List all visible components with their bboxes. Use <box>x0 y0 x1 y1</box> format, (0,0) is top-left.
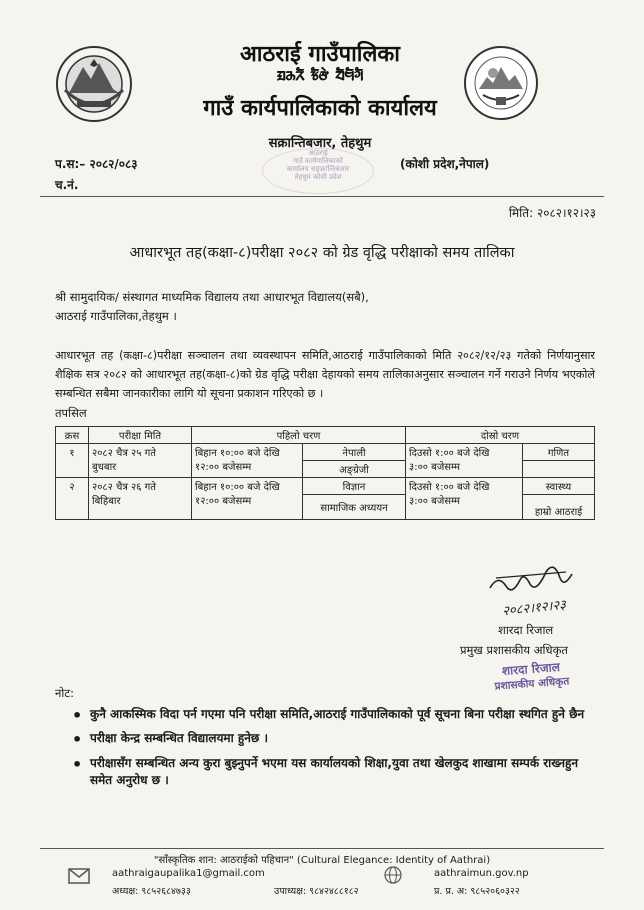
mail-icon <box>68 868 90 888</box>
list-item: • परीक्षा केन्द्र सम्बन्धित विद्यालयमा हुनेछ । <box>72 730 592 747</box>
footer-divider <box>40 848 604 849</box>
name-stamp-designation: प्रशासकीय अधिकृत <box>494 675 570 693</box>
body-text: आधारभूत तह (कक्षा-८)परीक्षा सञ्चालन तथा व्यवस्थापन समिति,आठराई गाउँपालिकाको मिति २०८२/१२/२३ गतेको निर्णयानुसार शैक्षिक सत्र २०८२ को आधारभूत तह(कक्षा-८)को ग्रेड वृद्धि परीक्षा देहायको समय तालिकाअनुसार सञ्चालन गर्ने गराउने निर्णय भएकोले सम्बन्धित सबैमा जानकारीका लागि यो सूचना प्रकाशन गरिएको छ । <box>55 349 595 400</box>
stamp-line-3a: कार्यालय <box>286 165 309 173</box>
signatory-name: शारदा रिजाल <box>498 623 554 637</box>
name-stamp <box>493 657 570 693</box>
row-1-first-subject-a: नेपाली <box>303 444 406 461</box>
row-1-second-subject-b <box>523 461 595 478</box>
header-divider <box>40 196 604 197</box>
col-header-date: परीक्षा मिति <box>89 427 192 444</box>
row-2-date-text: २०८२ चैत्र २६ गते <box>92 482 156 493</box>
table-row <box>56 444 595 461</box>
recipient-line-2: आठराई गाउँपालिका,तेहथुम । <box>55 309 177 323</box>
row-1-second-subject-a: गणित <box>523 444 595 461</box>
row-1-first-time-start: बिहान १०:०० बजे देखि <box>195 448 280 459</box>
notes-list <box>72 706 592 797</box>
row-2-sn: २ <box>56 478 89 520</box>
list-item: • कुनै आकस्मिक विदा पर्न गएमा पनि परीक्षा समिति,आठराई गाउँपालिकाको पूर्व सूचना बिना परीक्षा स्थगित हुने छैन <box>72 706 592 723</box>
notes-label: नोट: <box>55 686 75 700</box>
table-row <box>56 478 595 495</box>
signature-date: २०८२।१२।२३ <box>501 597 567 620</box>
letter-date: मिति: २०८२।१२।२३ <box>508 206 596 220</box>
row-1-first-time-end: १२:०० बजेसम्म <box>195 462 252 473</box>
office-location: सक्रान्तिबजार, तेहथुम <box>268 136 372 151</box>
tapsil-label: तपसिल <box>55 406 87 420</box>
row-2-first-time <box>192 478 303 520</box>
col-header-second: दोस्रो चरण <box>406 427 595 444</box>
row-2-first-subject-b: सामाजिक अध्ययन <box>303 495 406 520</box>
footer-slogan: "साँस्कृतिक शान: आठराईको पहिचान" (Cultural Elegance: Identity of Aathrai) <box>153 855 491 866</box>
name-stamp-name: शारदा रिजाल <box>501 660 561 679</box>
office-name: गाउँ कार्यपालिकाको कार्यालय <box>203 95 437 121</box>
col-header-sn: क्रस <box>56 427 89 444</box>
row-2-second-time-start: दिउसो १:०० बजे देखि <box>409 482 490 493</box>
row-2-date <box>89 478 192 520</box>
row-1-sn: १ <box>56 444 89 478</box>
org-name-limbu: ᤀᤌᤖᤠ ᤃᤠᤅᤧ ᤔᤠᤗᤠᤆᤠ <box>276 64 364 85</box>
office-stamp <box>262 148 374 194</box>
row-2-second-time <box>406 478 523 520</box>
footer-vice-chair: उपाध्यक्ष: ९८४२४८८१८२ <box>274 886 359 897</box>
nepal-emblem-logo <box>55 45 133 123</box>
row-1-second-time-start: दिउसो १:०० बजे देखि <box>409 448 490 459</box>
footer-cao: प्र. प्र. अ: ९८५२०६०३२२ <box>434 886 520 897</box>
stamp-line-3b: सङ्क्रान्तिबजार <box>310 165 350 173</box>
footer-website[interactable]: aathraimun.gov.np <box>434 868 529 879</box>
col-header-first: पहिलो चरण <box>192 427 406 444</box>
row-1-second-time-end: ३:०० बजेसम्म <box>409 462 461 473</box>
row-2-first-subject-a: विज्ञान <box>303 478 406 495</box>
row-1-first-time <box>192 444 303 478</box>
row-2-second-subject-a: स्वास्थ्य <box>523 478 595 495</box>
signatory-designation: प्रमुख प्रशासकीय अधिकृत <box>460 643 568 657</box>
stamp-line-4a: तेहथुम <box>294 173 311 181</box>
stamp-line-2: गाउँ कार्यपालिकाको <box>293 157 343 165</box>
row-1-first-subject-b: अङ्ग्रेजी <box>303 461 406 478</box>
row-2-first-time-end: १२:०० बजेसम्म <box>195 496 252 507</box>
footer-email[interactable]: aathraigaupalika1@gmail.com <box>112 868 265 879</box>
notice-title: आधारभूत तह(कक्षा-८)परीक्षा २०८२ को ग्रेड वृद्धि परीक्षाको समय तालिका <box>129 245 515 261</box>
row-1-date <box>89 444 192 478</box>
stamp-line-4b: कोशी प्रदेश <box>313 173 342 181</box>
table-header-row <box>56 427 595 444</box>
stamp-line-3 <box>263 165 373 173</box>
ref-number: प.स:– २०८२/०८३ <box>55 157 138 171</box>
province: (कोशी प्रदेश,नेपाल) <box>400 157 490 171</box>
dispatch-number: च.नं. <box>55 178 79 192</box>
row-1-day: बुधबार <box>92 462 117 473</box>
org-name: आठराई गाउँपालिका <box>240 41 400 67</box>
row-2-second-time-end: ३:०० बजेसम्म <box>409 496 461 507</box>
row-2-first-time-start: बिहान १०:०० बजे देखि <box>195 482 280 493</box>
row-2-second-subject-b: हाम्रो आठराई <box>523 495 595 520</box>
list-item: • परीक्षासँग सम्बन्धित अन्य कुरा बुझ्नुपर्ने भएमा यस कार्यालयको शिक्षा,युवा तथा खेलकुद शाखामा सम्पर्क राख्नहुन समेत अनुरोध छ । <box>72 755 592 790</box>
stamp-line-1: आठराई <box>308 149 328 157</box>
stamp-line-4 <box>263 173 373 181</box>
row-1-date-text: २०८२ चैत्र २५ गते <box>92 448 156 459</box>
row-2-day: बिहिबार <box>92 496 121 507</box>
row-1-second-time <box>406 444 523 478</box>
nepal-emblem-icon <box>55 45 133 123</box>
footer-chair: अध्यक्ष: ९८५२६८४७३३ <box>112 886 191 897</box>
recipient-line-1: श्री सामुदायिक/ संस्थागत माध्यमिक विद्यालय तथा आधारभूत विद्यालय(सबै), <box>55 290 369 304</box>
schedule-table <box>55 426 595 520</box>
globe-icon <box>384 866 402 888</box>
